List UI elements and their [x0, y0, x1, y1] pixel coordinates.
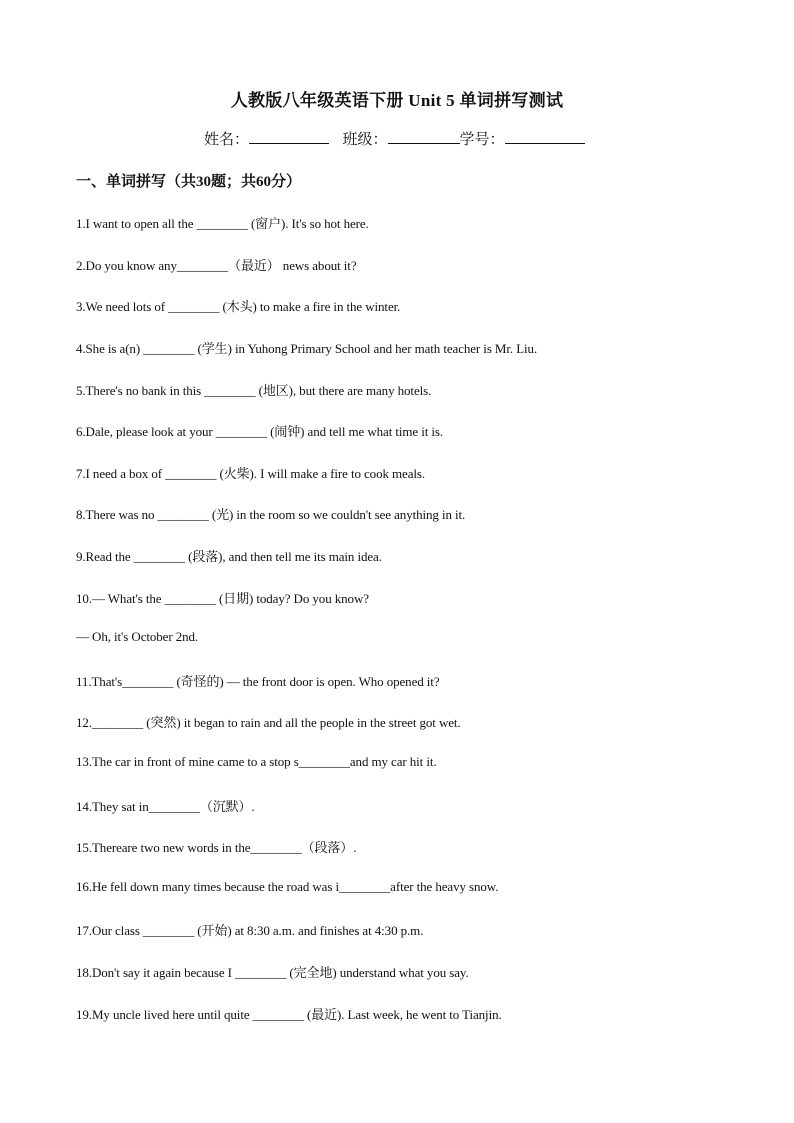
question-item: 4.She is a(n) ________ (学生) in Yuhong Primary School and her math teacher is Mr. Liu.: [76, 341, 538, 356]
question-item: 3.We need lots of ________ (木头) to make a fire in the winter.: [76, 299, 401, 314]
question-item: 14.They sat in________（沉默）.: [76, 799, 255, 814]
question-item: 1.I want to open all the ________ (窗户). It's so hot here.: [76, 216, 369, 231]
question-item: 9.Read the ________ (段落), and then tell me its main idea.: [76, 549, 382, 564]
question-item: 8.There was no ________ (光) in the room so we couldn't see anything in it.: [76, 507, 466, 522]
name-blank[interactable]: [249, 129, 329, 144]
section-heading: 一、单词拼写（共30题；共60分）: [76, 174, 302, 190]
question-item: 11.That's________ (奇怪的) — the front door is open. Who opened it?: [76, 674, 440, 689]
id-label: 学号：: [459, 132, 505, 148]
question-item: 5.There's no bank in this ________ (地区), but there are many hotels.: [76, 383, 432, 398]
question-item: 13.The car in front of mine came to a stop s________and my car hit it.: [76, 754, 437, 769]
page-title: 人教版八年级英语下册 Unit 5 单词拼写测试: [230, 91, 564, 110]
question-item: 6.Dale, please look at your ________ (闹钟) and tell me what time it is.: [76, 424, 444, 439]
question-item: 18.Don't say it again because I ________ (完全地) understand what you say.: [76, 965, 469, 980]
student-info-row: [204, 128, 585, 149]
answer-line: — Oh, it's October 2nd.: [76, 629, 199, 644]
question-item: 17.Our class ________ (开始) at 8:30 a.m. and finishes at 4:30 p.m.: [76, 923, 424, 938]
question-item: 19.My uncle lived here until quite ________ (最近). Last week, he went to Tianjin.: [76, 1007, 502, 1022]
class-label: 班级：: [342, 132, 388, 148]
question-item: 16.He fell down many times because the road was i________after the heavy snow.: [76, 879, 499, 894]
question-item: 2.Do you know any________（最近） news about it?: [76, 258, 357, 273]
id-blank[interactable]: [505, 129, 585, 144]
question-item: 12.________ (突然) it began to rain and all the people in the street got wet.: [76, 715, 461, 730]
class-blank[interactable]: [388, 129, 460, 144]
question-item: 10.— What's the ________ (日期) today? Do you know?: [76, 591, 369, 606]
question-item: 15.Thereare two new words in the________（段落）.: [76, 840, 357, 855]
question-item: 7.I need a box of ________ (火柴). I will make a fire to cook meals.: [76, 466, 425, 481]
name-label: 姓名：: [204, 132, 250, 148]
